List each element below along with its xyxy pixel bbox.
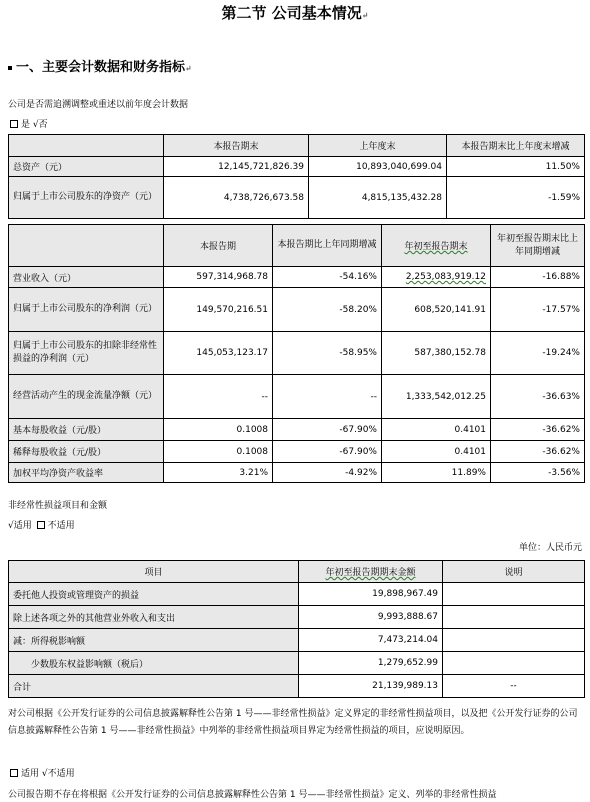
checkmark-icon: √ [8, 521, 14, 531]
table-header-row [9, 135, 585, 157]
row-label: 营业收入（元） [9, 267, 164, 288]
value-cell: 4,738,726,673.58 [164, 177, 309, 219]
row-label: 归属于上市公司股东的净利润（元） [9, 288, 164, 332]
row-label: 归属于上市公司股东的净资产（元） [9, 177, 164, 219]
note-cell [443, 629, 585, 652]
table-row [9, 419, 585, 441]
table-row [9, 157, 585, 177]
table-row [9, 629, 585, 652]
unit-text: 单位：人民币元 [518, 543, 582, 553]
section-title: 一、主要会计数据和财务指标↵ [8, 56, 192, 75]
note-cell: -- [443, 675, 585, 698]
table-header-row [9, 225, 585, 267]
header-cell: 年初至报告期期末金额 [299, 561, 443, 583]
value-cell: 597,314,968.78 [164, 267, 273, 288]
value-cell: 10,893,040,699.04 [309, 157, 447, 177]
value-cell: -36.62% [491, 419, 585, 441]
nonrecurring-heading: 非经常性损益项目和金额 [8, 501, 108, 511]
table-row [9, 463, 585, 483]
value-cell: -16.88% [491, 267, 585, 288]
checkbox-unchecked-icon[interactable] [37, 521, 45, 529]
checkmark-icon: √ [41, 769, 48, 779]
value-cell: -67.90% [273, 419, 382, 441]
table-row [9, 177, 585, 219]
checkbox-unchecked-icon[interactable] [10, 120, 18, 128]
note-cell [443, 583, 585, 606]
restate-question: 公司是否需追溯调整或重述以前年度会计数据 [8, 100, 189, 110]
row-label: 总资产（元） [9, 157, 164, 177]
value-cell: 11.89% [382, 463, 491, 483]
value-cell: 145,053,123.17 [164, 332, 273, 375]
value-cell: 3.21% [164, 463, 273, 483]
value-cell: 0.4101 [382, 419, 491, 441]
header-cell: 年初至报告期末比上年同期增减 [491, 225, 585, 267]
header-cell: 上年度末 [309, 135, 447, 157]
value-cell: -17.57% [491, 288, 585, 332]
value-cell: -36.63% [491, 375, 585, 419]
amount-cell: 21,139,989.13 [299, 675, 443, 698]
note-cell [443, 606, 585, 629]
table-row [9, 375, 585, 419]
nonrecurring-table [8, 560, 585, 698]
value-cell: 4,815,135,432.28 [309, 177, 447, 219]
value-cell: 0.1008 [164, 441, 273, 463]
row-label: 加权平均净资产收益率 [9, 463, 164, 483]
value-cell: 11.50% [447, 157, 585, 177]
value-cell: -54.16% [273, 267, 382, 288]
header-cell: 本报告期末 [164, 135, 309, 157]
item-cell: 委托他人投资或管理资产的损益 [9, 583, 299, 606]
amount-cell: 19,898,967.49 [299, 583, 443, 606]
value-cell: 12,145,721,826.39 [164, 157, 309, 177]
header-cell: 年初至报告期末 [382, 225, 491, 267]
value-cell: -36.62% [491, 441, 585, 463]
table-row [9, 675, 585, 698]
item-cell: 减：所得税影响额 [9, 629, 299, 652]
value-cell: -- [273, 375, 382, 419]
value-cell: 608,520,141.91 [382, 288, 491, 332]
item-cell: 合计 [9, 675, 299, 698]
value-cell: -58.20% [273, 288, 382, 332]
header-cell [9, 225, 164, 267]
value-cell: 587,380,152.78 [382, 332, 491, 375]
header-cell: 本报告期末比上年度末增减 [447, 135, 585, 157]
value-cell: -3.56% [491, 463, 585, 483]
row-label: 归属于上市公司股东的扣除非经常性损益的净利润（元） [9, 332, 164, 375]
table-row [9, 288, 585, 332]
checkbox-unchecked-icon[interactable] [10, 769, 18, 777]
amount-cell: 9,993,888.67 [299, 606, 443, 629]
value-cell: 149,570,216.51 [164, 288, 273, 332]
applicable-options-2: 适用 √不适用 [8, 766, 75, 779]
item-cell: 除上述各项之外的其他营业外收入和支出 [9, 606, 299, 629]
value-cell: -67.90% [273, 441, 382, 463]
header-cell: 项目 [9, 561, 299, 583]
header-cell: 说明 [443, 561, 585, 583]
table-row [9, 267, 585, 288]
table-row [9, 583, 585, 606]
value-cell: -- [164, 375, 273, 419]
bullet-icon [8, 66, 12, 70]
table-row [9, 332, 585, 375]
chapter-title: 第二节 公司基本情况↵ [221, 4, 369, 22]
value-cell: 2,253,083,919.12 [382, 267, 491, 288]
table-row [9, 652, 585, 675]
row-label: 基本每股收益（元/股） [9, 419, 164, 441]
row-label: 稀释每股收益（元/股） [9, 441, 164, 463]
checkmark-icon: √ [32, 120, 39, 130]
table-row [9, 606, 585, 629]
income-table [8, 224, 585, 483]
value-cell: 0.4101 [382, 441, 491, 463]
applicable-options: √适用 不适用 [8, 521, 75, 531]
value-cell: -4.92% [273, 463, 382, 483]
row-label: 经营活动产生的现金流量净额（元） [9, 375, 164, 419]
table-header-row [9, 561, 585, 583]
value-cell: -58.95% [273, 332, 382, 375]
table-row [9, 441, 585, 463]
note-cell [443, 652, 585, 675]
value-cell: -1.59% [447, 177, 585, 219]
item-cell: 少数股东权益影响额（税后） [9, 652, 299, 675]
restate-options: 是 √否 [8, 117, 48, 130]
value-cell: -19.24% [491, 332, 585, 375]
header-cell: 本报告期 [164, 225, 273, 267]
value-cell: 1,333,542,012.25 [382, 375, 491, 419]
balance-table [8, 134, 585, 219]
last-line: 公司报告期不存在将根据《公开发行证券的公司信息披露解释性公告第 1 号——非经常性损益》定义、列举的非经常性损益 [8, 790, 497, 800]
amount-cell: 7,473,214.04 [299, 629, 443, 652]
explanation-paragraph: 对公司根据《公开发行证券的公司信息披露解释性公告第 1 号——非经常性损益》定义界定的非经常性损益项目，以及把《公开发行证券的公司信息披露解释性公告第 1 号——非经常性损益》中列举的非经常性损益项目界定为经常性损益的项目，应说明原因。 [8, 709, 578, 736]
amount-cell: 1,279,652.99 [299, 652, 443, 675]
header-cell: 本报告期比上年同期增减 [273, 225, 382, 267]
header-cell [9, 135, 164, 157]
value-cell: 0.1008 [164, 419, 273, 441]
